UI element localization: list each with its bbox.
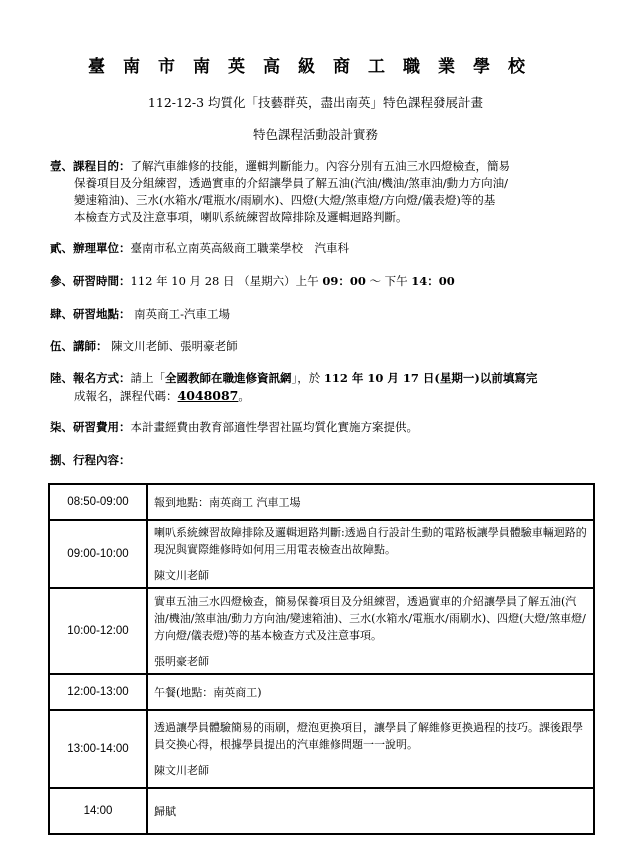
organizer-label: 貳、辦理單位： [50, 241, 131, 255]
organizer-text: 臺南市私立南英高級商工職業學校 汽車科 [130, 241, 349, 255]
schedule-teacher: 陳文川老師 [154, 569, 209, 582]
table-row [49, 484, 594, 520]
section-time [50, 273, 590, 290]
schedule-desc [147, 520, 594, 588]
registration-suffix: 」，於 [291, 371, 324, 385]
schedule-desc [147, 588, 594, 674]
registration-line2-suffix: 。 [238, 389, 250, 403]
section-location [50, 306, 590, 323]
schedule-time: 14:00 [49, 788, 147, 834]
time-start: 09：00 [322, 274, 366, 288]
schedule-desc [147, 710, 594, 788]
section-lecturers [50, 338, 590, 355]
purpose-line-1: 了解汽車維修的技能，邏輯判斷能力。內容分別有五油三水四燈檢查，簡易 [130, 159, 510, 173]
section-fee [50, 419, 590, 436]
time-middle: ～ 下午 [365, 274, 412, 288]
schedule-label: 捌、行程內容： [50, 453, 131, 467]
table-row [49, 674, 594, 710]
section-registration [50, 370, 590, 405]
schedule-desc-text: 喇叭系統練習故障排除及邏輯迴路判斷:透過自行設計生動的電路板讓學員體驗車輛迴路的現況與實際維修時如何用三用電表檢查出故障點。 [154, 526, 587, 556]
schedule-desc-text: 午餐(地點：南英商工) [154, 685, 262, 699]
purpose-line-3: 變速箱油)、三水(水箱水/電瓶水/雨刷水)、四燈(大燈/煞車燈/方向燈/儀表燈)等的基 [74, 193, 496, 207]
course-code: 4048087 [177, 388, 239, 403]
table-row [49, 588, 594, 674]
schedule-desc [147, 674, 594, 710]
location-label: 肆、研習地點： [50, 307, 131, 321]
lecturers-text: 陳文川老師、張明豪老師 [111, 339, 238, 353]
section-organizer [50, 240, 590, 257]
schedule-teacher: 張明豪老師 [154, 654, 209, 668]
registration-label: 陸、報名方式： [50, 371, 131, 385]
schedule-desc [147, 788, 594, 834]
registration-date: 112 年 10 月 17 日(星期一)以前填寫完 [323, 371, 538, 385]
purpose-line-4: 本檢查方式及注意事項，喇叭系統練習故障排除及邏輯迴路判斷。 [74, 210, 408, 224]
lecturers-label: 伍、講師： [50, 339, 108, 353]
time-prefix: 112 年 10 月 28 日 （星期六）上午 [130, 274, 323, 288]
schedule-desc-text: 歸賦 [154, 804, 176, 818]
schedule-teacher: 陳文川老師 [154, 764, 209, 777]
plan-title: 112-12-3 均質化「技藝群英，盡出南英」特色課程發展計畫 [147, 95, 484, 110]
registration-prefix: 請上「 [130, 371, 165, 385]
schedule-time: 12:00-13:00 [49, 674, 147, 710]
section-schedule-heading [50, 452, 590, 469]
table-row [49, 710, 594, 788]
course-subtitle: 特色課程活動設計實務 [252, 127, 378, 142]
schedule-desc-text: 報到地點：南英商工 汽車工場 [154, 495, 301, 509]
registration-line2-prefix: 成報名，課程代碼： [74, 389, 178, 403]
schedule-time: 09:00-10:00 [49, 520, 147, 588]
section-purpose [50, 158, 590, 226]
schedule-desc-text: 透過讓學員體驗簡易的雨刷，燈泡更換項目，讓學員了解維修更換過程的技巧。課後跟學員交換心得，根據學員提出的汽車維修問題一一說明。 [154, 721, 583, 751]
time-label: 參、研習時間： [50, 274, 131, 288]
schedule-desc-text: 實車五油三水四燈檢查，簡易保養項目及分組練習，透過實車的介紹讓學員了解五油(汽油/機油/煞車油/動力方向油/變速箱油)、三水(水箱水/電瓶水/雨刷水)、四燈(大燈/煞車燈/方向燈/儀表燈)等的基本檢查方式及注意事項。 [154, 594, 586, 642]
registration-site[interactable]: 全國教師在職進修資訊網 [165, 371, 292, 385]
fee-text: 本計畫經費由教育部適性學習社區均質化實施方案提供。 [130, 420, 418, 434]
table-row [49, 520, 594, 588]
school-title: 臺南市南英高級商工職業學校 [88, 57, 543, 77]
location-text: 南英商工-汽車工場 [134, 307, 231, 321]
schedule-time: 08:50-09:00 [49, 484, 147, 520]
schedule-time: 13:00-14:00 [49, 710, 147, 788]
fee-label: 柒、研習費用： [50, 420, 131, 434]
purpose-line-2: 保養項目及分組練習，透過實車的介紹讓學員了解五油(汽油/機油/煞車油/動力方向油/ [74, 176, 508, 190]
schedule-time: 10:00-12:00 [49, 588, 147, 674]
schedule-table [48, 483, 595, 835]
time-end: 14：00 [411, 274, 455, 288]
table-row [49, 788, 594, 834]
schedule-desc [147, 484, 594, 520]
purpose-label: 壹、課程目的： [50, 159, 131, 173]
